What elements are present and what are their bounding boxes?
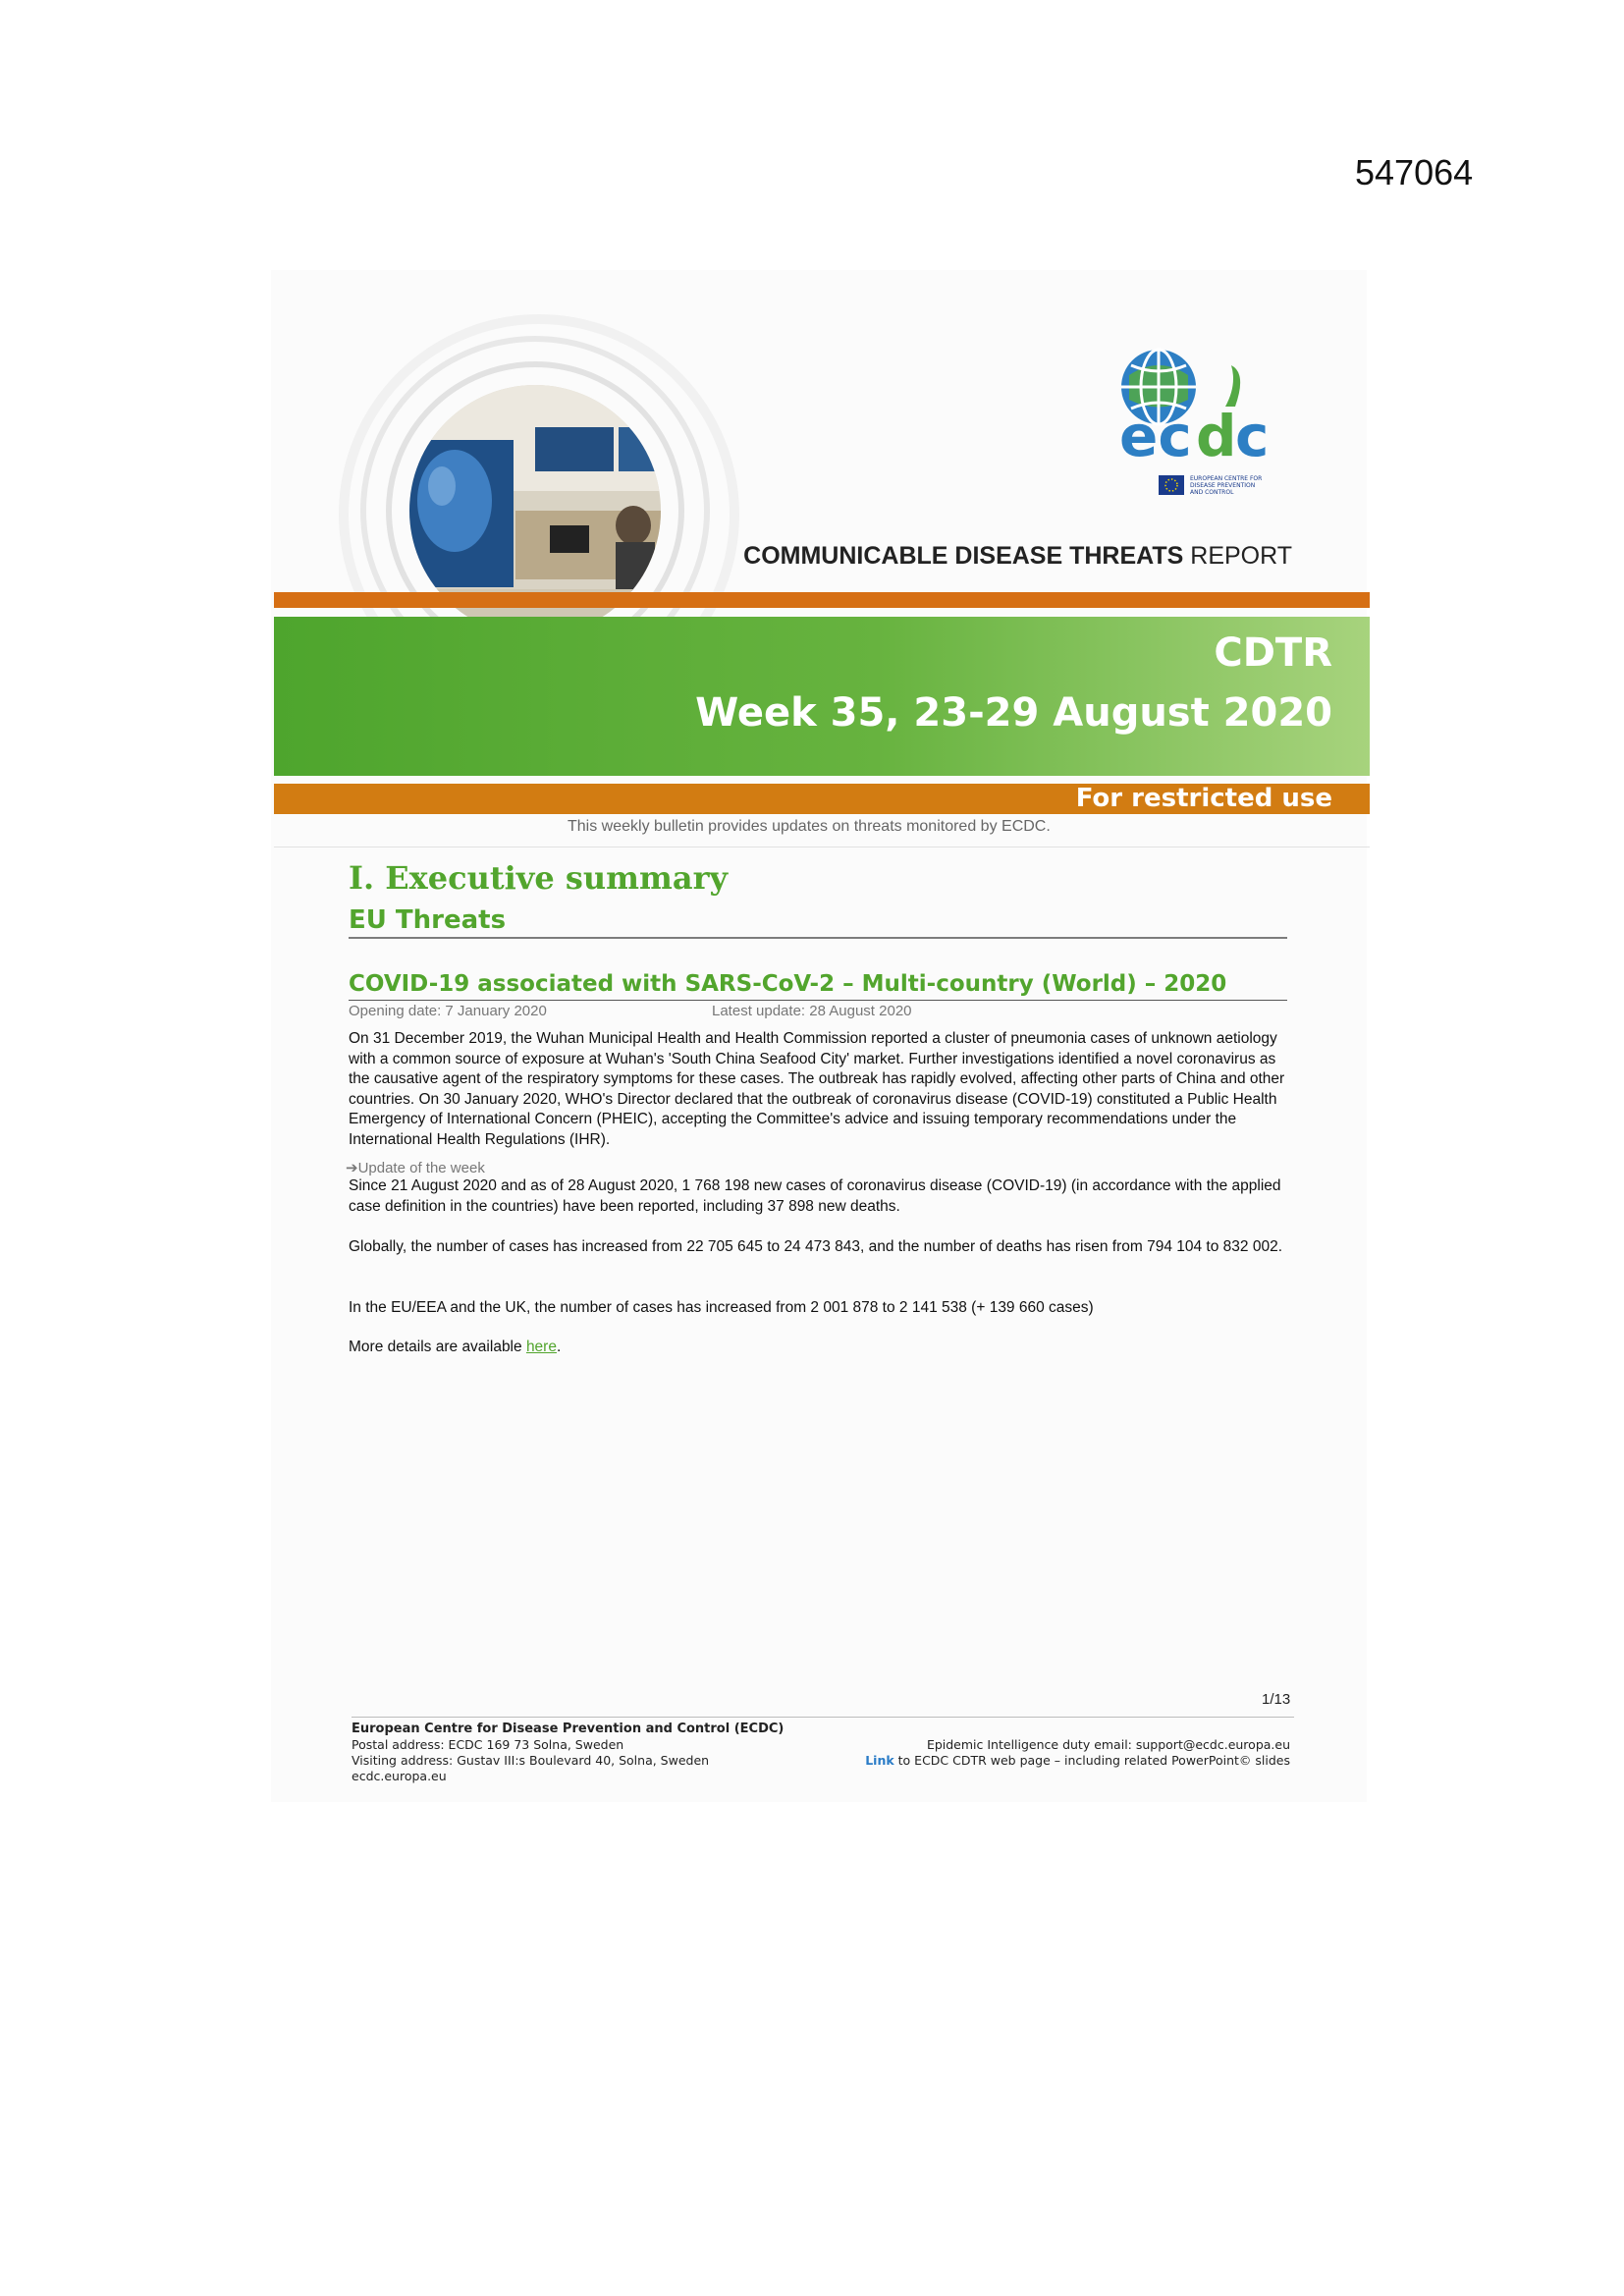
update-of-week-label: ➔Update of the week	[346, 1160, 485, 1176]
latest-update: Latest update: 28 August 2020	[712, 1003, 912, 1019]
here-link[interactable]: here	[525, 1339, 557, 1355]
footer-contact	[865, 1737, 1290, 1769]
opening-date-label: Opening date:	[349, 1003, 442, 1019]
footer-visiting: Visiting address: Gustav III:s Boulevard 40, Solna, Sweden	[352, 1753, 710, 1768]
opening-date: 7 January 2020	[445, 1003, 547, 1019]
update-paragraph-3: In the EU/EEA and the UK, the number of cases has increased from 2 001 878 to 2 141 538 (+ 139 660 cases)	[349, 1299, 1094, 1316]
svg-text:EUROPEAN CENTRE FOR: EUROPEAN CENTRE FOR	[1190, 475, 1263, 482]
banner-week: Week 35, 23-29 August 2020	[695, 690, 1332, 736]
threat-title: COVID-19 associated with SARS-CoV-2 – Multi-country (World) – 2020	[349, 971, 1227, 997]
threat-dates	[349, 1003, 912, 1019]
ecdc-logo	[1110, 346, 1296, 503]
more-details: More details are available here.	[349, 1339, 562, 1355]
section-rule	[349, 937, 1287, 939]
svg-text:ec: ec	[1119, 403, 1192, 469]
threat-rule	[349, 1000, 1287, 1001]
update-paragraph-2: Globally, the number of cases has increased from 22 705 645 to 24 473 843, and the number of deaths has risen from 794 104 to 832 002.	[349, 1238, 1282, 1255]
svg-text:AND CONTROL: AND CONTROL	[1190, 489, 1234, 496]
bulletin-note: This weekly bulletin provides updates on threats monitored by ECDC.	[568, 818, 1051, 835]
cdtr-link[interactable]: Link	[865, 1753, 894, 1768]
report-title: COMMUNICABLE DISEASE THREATS REPORT	[743, 542, 1292, 570]
section-subheading: EU Threats	[349, 905, 507, 935]
restricted-bar	[274, 784, 1370, 814]
footer-address	[352, 1722, 784, 1784]
footer-rule	[352, 1717, 1294, 1718]
threat-intro: On 31 December 2019, the Wuhan Municipal Health and Health Commission reported a cluster of pneumonia cases of unknown aetiology with a common source of exposure at Wuhan's 'South China Seafood City' market. Further investigations identified a novel coronavirus as the causative agent of the respiratory symptoms for these cases. The outbreak has rapidly evolved, affecting other parts of China and other countries. On 30 January 2020, WHO's Director declared that the outbreak of coronavirus disease (COVID-19) constituted a Public Health Emergency of International Concern (PHEIC), accepting the Committee's advice and issuing temporary recommendations under the International Health Regulations (IHR).	[349, 1030, 1285, 1148]
footer-org: European Centre for Disease Prevention and Control (ECDC)	[352, 1722, 785, 1736]
update-paragraph-1: Since 21 August 2020 and as of 28 August 2020, 1 768 198 new cases of coronavirus disease (COVID-19) (in accordance with the applied case definition in the countries) have been reported, including 37 898 new deaths.	[349, 1177, 1281, 1215]
restricted-label: For restricted use	[1075, 784, 1332, 813]
footer-link-line: Link to ECDC CDTR web page – including related PowerPoint© slides	[865, 1753, 1290, 1768]
svg-text:c: c	[1235, 403, 1270, 469]
banner-title: CDTR	[1214, 630, 1332, 676]
green-banner	[274, 617, 1370, 776]
svg-text:d: d	[1196, 403, 1237, 469]
document-number: 547064	[1355, 152, 1474, 192]
orange-divider	[274, 592, 1370, 608]
svg-text:DISEASE PREVENTION: DISEASE PREVENTION	[1190, 482, 1256, 489]
footer-postal: Postal address: ECDC 169 73 Solna, Sweden	[352, 1737, 624, 1752]
section-heading: I. Executive summary	[349, 859, 729, 897]
footer-email: Epidemic Intelligence duty email: support@ecdc.europa.eu	[926, 1737, 1290, 1752]
page-number: 1/13	[1262, 1691, 1291, 1708]
footer-web[interactable]: ecdc.europa.eu	[352, 1769, 447, 1783]
